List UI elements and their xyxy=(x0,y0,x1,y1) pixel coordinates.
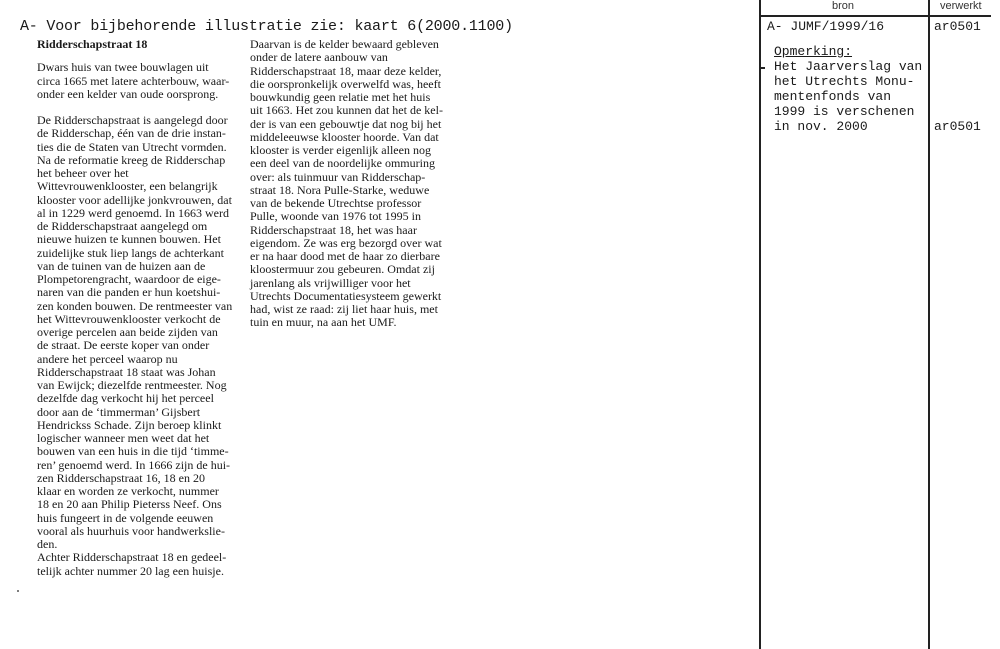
remark-line: mentenfonds van xyxy=(774,89,892,104)
text-line: het Wittevrouwenklooster verkocht de xyxy=(37,311,221,326)
text-line: Achter Ridderschapstraat 18 en gedeel- xyxy=(37,550,227,565)
scan-speck xyxy=(17,590,19,592)
text-line: eigendom. Ze was erg bezorgd over wat xyxy=(250,235,442,250)
header-bron: bron xyxy=(832,0,855,12)
text-line: Ridderschapstraat 18, het was haar xyxy=(250,222,417,237)
text-line: bouwen van een huis in die tijd ‘timme- xyxy=(37,444,229,459)
text-line: van de tuinen van de huizen aan de xyxy=(37,258,206,273)
text-line: ties die de Staten van Utrecht vormden. xyxy=(37,139,227,154)
text-line: ren’ genoemd werd. In 1666 zijn de hui- xyxy=(37,457,231,472)
text-line: Ridderschapstraat 18, maar deze kelder, xyxy=(250,63,442,78)
table-header-rule xyxy=(759,15,991,17)
paragraph xyxy=(37,114,232,578)
article-column-1 xyxy=(37,38,232,591)
text-line: bouwkundig geen relatie met het huis xyxy=(250,90,431,104)
text-line: Utrechts Documentatiesysteem gewerkt xyxy=(250,288,442,303)
text-line: Hendrickss Schade. Zijn beroep klinkt xyxy=(37,417,222,432)
paragraph xyxy=(37,61,232,101)
text-line: over: als tuinmuur van Ridderschap- xyxy=(250,169,426,184)
verwerkt-entry: ar0501 xyxy=(934,19,981,34)
bron-entry: A- JUMF/1999/16 xyxy=(767,19,885,34)
article-column-2 xyxy=(250,38,443,343)
text-line: jarenlang als vrijwilliger voor het xyxy=(250,275,411,290)
remark-line: Het Jaarverslag van xyxy=(774,59,923,74)
text-line: er na haar dood met de haar zo dierbare xyxy=(250,249,440,263)
text-line: een deel van de noordelijke ommuring xyxy=(250,156,435,171)
remark-line: in nov. 2000 xyxy=(774,119,868,134)
text-line: De Ridderschapstraat is aangelegd door xyxy=(37,113,228,127)
text-line: Wittevrouwenklooster, een belangrijk xyxy=(37,179,218,194)
text-line: den. xyxy=(37,537,58,551)
text-line: het beheer over het xyxy=(37,166,129,180)
text-line: Dwars huis van twee bouwlagen uit xyxy=(37,60,209,75)
remark-block xyxy=(774,44,922,134)
article-title: Ridderschapstraat 18 xyxy=(37,37,148,51)
text-line: Na de reformatie kreeg de Ridderschap xyxy=(37,152,226,167)
text-line: andere het perceel waarop nu xyxy=(37,351,178,366)
text-line: dezelfde dag verkocht hij het perceel xyxy=(37,391,214,406)
document-heading: A- Voor bijbehorende illustratie zie: kaart 6(2000.1100) xyxy=(20,18,513,35)
text-line: zuidelijke stuk liep langs de achterkant xyxy=(37,245,224,260)
text-line: al in 1229 werd genoemd. In 1663 werd xyxy=(37,205,229,220)
column-2-paragraphs xyxy=(250,38,443,330)
remark-verwerkt: ar0501 xyxy=(934,119,981,134)
text-line: vooral als huurhuis voor handwerkslie- xyxy=(37,523,225,538)
text-line: onder een kelder van oude oorsprong. xyxy=(37,86,219,101)
text-line: zen Ridderschapstraat 16, 18 en 20 xyxy=(37,470,205,485)
text-line: uit 1663. Het zou kunnen dat het de kel- xyxy=(250,103,443,118)
text-line: van Ewijck; diezelfde rentmeester. Nog xyxy=(37,378,227,392)
text-line: middeleeuwse klooster hoorde. Van dat xyxy=(250,129,439,144)
text-line: telijk achter nummer 20 lag een huisje. xyxy=(37,563,224,578)
text-line: circa 1665 met latere achterbouw, waar- xyxy=(37,73,230,88)
header-verwerkt: verwerkt xyxy=(940,0,982,12)
table-divider-left xyxy=(759,0,761,649)
text-line: naren van die panden er hun koetshui- xyxy=(37,285,221,300)
text-line: Pulle, woonde van 1976 tot 1995 in xyxy=(250,209,421,224)
remark-line: het Utrechts Monu- xyxy=(774,74,915,89)
text-line: onder de latere aanbouw van xyxy=(250,50,388,65)
text-line: der is van een gebouwtje dat nog bij het xyxy=(250,116,442,131)
text-line: klaar en worden ze verkocht, nummer xyxy=(37,484,219,498)
text-line: zen konden bouwen. De rentmeester van xyxy=(37,298,233,313)
text-line: Plompetorengracht, waardoor de eige- xyxy=(37,272,221,286)
text-line: door aan de ‘timmerman’ Gijsbert xyxy=(37,404,201,419)
text-line: had, wist ze raad: zij liet haar huis, met xyxy=(250,302,438,316)
text-line: klooster voor adellijke jonkvrouwen, dat xyxy=(37,192,232,207)
text-line: straat 18. Nora Pulle-Starke, weduwe xyxy=(250,182,430,197)
text-line: de Ridderschap, één van de drie instan- xyxy=(37,126,226,141)
text-line: huis fungeert in de volgende eeuwen xyxy=(37,510,214,525)
text-line: tuin en muur, na aan het UMF. xyxy=(250,315,397,330)
paragraph xyxy=(250,38,443,330)
text-line: van de bekende Utrechtse professor xyxy=(250,196,422,210)
remark-label: Opmerking: xyxy=(774,44,853,59)
text-line: Daarvan is de kelder bewaard gebleven xyxy=(250,37,439,51)
table-divider-middle xyxy=(928,0,930,649)
text-line: Ridderschapstraat 18 staat was Johan xyxy=(37,364,216,379)
text-line: de Ridderschapstraat aangelegd om xyxy=(37,219,208,233)
text-line: logischer wanneer men weet dat het xyxy=(37,431,210,445)
text-line: die oorspronkelijk overwelfd was, heeft xyxy=(250,76,441,91)
text-line: de straat. De eerste koper van onder xyxy=(37,338,210,353)
margin-mark xyxy=(759,67,765,69)
remark-line: 1999 is verschenen xyxy=(774,104,915,119)
column-1-paragraphs xyxy=(37,61,232,578)
text-line: overige percelen aan beide zijden van xyxy=(37,325,218,339)
text-line: 18 en 20 aan Philip Pieterss Neef. Ons xyxy=(37,497,222,512)
text-line: klooster is verder eigenlijk alleen nog xyxy=(250,143,431,157)
text-line: nieuwe huizen te kunnen bouwen. Het xyxy=(37,232,221,247)
text-line: kloostermuur zou gebeuren. Omdat zij xyxy=(250,262,435,277)
